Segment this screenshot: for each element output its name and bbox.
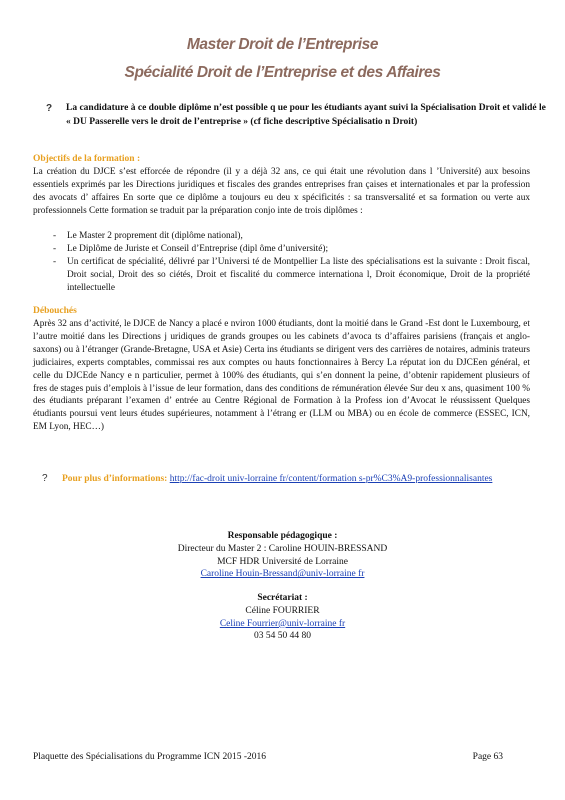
responsable-title: MCF HDR Université de Lorraine bbox=[217, 556, 348, 567]
secretariat-phone: 03 54 50 44 80 bbox=[254, 631, 311, 642]
debouches-heading: Débouchés bbox=[33, 306, 77, 316]
more-info-label: Pour plus d’informations: bbox=[61, 474, 168, 484]
list-item: - Un certificat de spécialité, délivré par l’Universi té de Montpellier La liste des spécialisations est la suivante : Droit fiscal, Droit social, Droit des so ciétés, Droit et fiscalité du commerce internationa l, Droit économique, Droit de la propriété intellectuelle bbox=[33, 256, 530, 295]
secretariat-block bbox=[0, 592, 565, 643]
footer-text: Plaquette des Spécialisations du Programme ICN 2015 -2016 bbox=[33, 752, 266, 762]
list-item: - Le Master 2 proprement dit (diplôme national), bbox=[33, 230, 530, 243]
candidature-note bbox=[46, 101, 550, 129]
debouches-paragraph: Après 32 ans d’activité, le DJCE de Nancy a placé e nviron 1000 étudiants, dont la moitié dans le Grand -Est dont le Luxembourg, et l’autre moitié dans les Directions j uridiques de grands groupes ou les cabinets d’avoca ts d’affaires parisiens (français et anglo-saxons) ou à l’étranger (Grande-Bretagne, USA et Asie) Certa ins étudiants se dirigent vers des carrières de notaires, adminis trateurs judiciaires, experts comptables, commissai res aux comptes ou hauts fonctionnaires à Bercy La réputat ion du DJCEen général, et celle du DJCEde Nancy e n particulier, permet à 100% des étudiants, qui s’en donnent la peine, d’obtenir rapidement plusieurs of fres de stages puis d’emplois à l’issue de leur formation, dans des conditions de rémunération élevée Sur deu x ans, quasiment 100 % des étudiants préparant l’examen d’ entrée au Centre Régional de Formation à la Profess ion d’Avocat le réussissent Quelques étudiants poursui vent leurs études supérieures, notamment à l’étrang er (LLM ou MBA) ou en école de commerce (ESSEC, ICN, EM Lyon, HEC…) bbox=[33, 319, 530, 433]
secretariat-name: Céline FOURRIER bbox=[245, 605, 320, 616]
objectifs-heading: Objectifs de la formation : bbox=[33, 154, 141, 164]
document-title: Master Droit de l’Entreprise bbox=[186, 36, 379, 53]
document-subtitle: Spécialité Droit de l’Entreprise et des Affaires bbox=[124, 64, 441, 81]
objectifs-paragraph: La création du DJCE s’est efforcée de répondre (il y a déjà 32 ans, ce qui était une révolution dans l ’Université) aux besoins essentiels exprimés par les Directions juridiques et fiscales des grandes entreprises fran çaises et internationales et par la profession des avocats d’ affaires En sorte que ce diplôme a toujours eu deu x spécificités : sa transversalité et sa formation ou verte aux professionnels Cette formation se traduit par la préparation conjo inte de trois diplômes : bbox=[33, 167, 530, 216]
responsable-block bbox=[0, 530, 565, 581]
page-footer bbox=[33, 752, 503, 762]
diplomes-list bbox=[33, 230, 530, 295]
bullet-icon: ? bbox=[42, 473, 48, 484]
bullet-icon: ? bbox=[46, 103, 53, 114]
secretariat-heading: Secrétariat : bbox=[257, 593, 308, 603]
candidature-text: La candidature à ce double diplôme n’est possible q ue pour les étudiants ayant suivi la Spécialisation Droit et validé le « DU Passerelle vers le droit de l’entreprise » (cf fiche descriptive Spécialisatio n Droit) bbox=[66, 103, 546, 127]
responsable-heading: Responsable pédagogique : bbox=[227, 531, 338, 541]
responsable-email-link[interactable]: Caroline Houin-Bressand@univ-lorraine fr bbox=[200, 569, 365, 580]
responsable-director: Directeur du Master 2 : Caroline HOUIN-BRESSAND bbox=[177, 543, 388, 554]
page-number: Page 63 bbox=[472, 752, 503, 762]
more-info-link[interactable]: http://fac-droit univ-lorraine fr/content/formation s-pr%C3%A9-professionnalisantes bbox=[169, 474, 493, 484]
more-info bbox=[42, 473, 492, 484]
list-item: - Le Diplôme de Juriste et Conseil d’Entreprise (dipl ôme d’université); bbox=[33, 243, 530, 256]
secretariat-email-link[interactable]: Celine Fourrier@univ-lorraine fr bbox=[219, 618, 346, 629]
